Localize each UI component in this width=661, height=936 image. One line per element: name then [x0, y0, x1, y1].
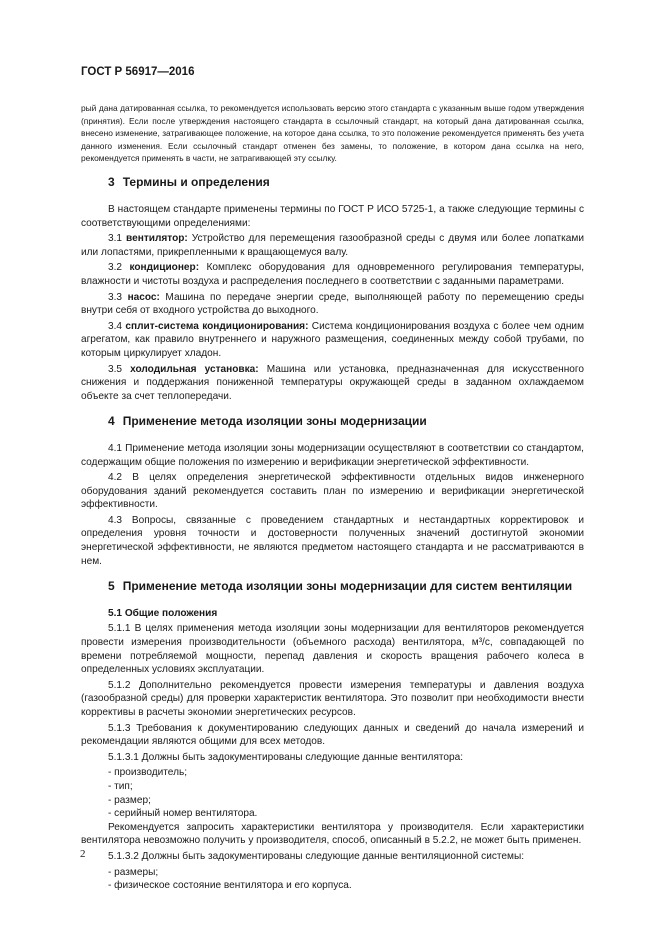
para-5-1-3: 5.1.3 Требования к документированию следующих данных и сведений до начала измерений и рекомендации являются общими для всех методов.	[81, 722, 584, 748]
list-item: - серийный номер вентилятора.	[108, 808, 258, 820]
section-3-heading: 3 Термины и определения	[108, 175, 270, 190]
para-4-1: 4.1 Применение метода изоляции зоны модернизации осуществляют в соответствии со стандартом, содержащим общие положения по измерению и верификации энергетической эффективности.	[81, 442, 584, 468]
section-3-intro: В настоящем стандарте применены термины по ГОСТ Р ИСО 5725-1, а также следующие термины с соответствующими определениями:	[81, 204, 584, 229]
term-3-2: 3.2 кондиционер: Комплекс оборудования для одновременного регулирования температуры, влажности и чистоты воздуха и распределения последнего в соответствии с заданными параметрами.	[81, 262, 585, 287]
term-3-4: 3.4 сплит-система кондиционирования: Система кондиционирования воздуха с более чем одним агрегатом, как правило внутреннего и наружного размещения, соединенных между собой трубами, по которым циркулирует хладон.	[81, 320, 585, 359]
section-4-heading: 4 Применение метода изоляции зоны модернизации	[108, 414, 427, 429]
para-5-1-1: 5.1.1 В целях применения метода изоляции зоны модернизации для вентиляторов рекомендуется провести измерения производительности (объемного расхода) вентилятора, м³/с, совпадающей по времени потребляемой мощности, перепад давления и скорость вращения рабочего колеса в определенных условиях эксплуатации.	[81, 623, 584, 676]
para-4-2: 4.2 В целях определения энергетической эффективности отдельных видов инженерного оборудования зданий рекомендуется составить план по измерению и верификации энергетической эффективности.	[81, 472, 584, 511]
list-item: - производитель;	[108, 767, 188, 779]
list-item: - тип;	[108, 780, 133, 792]
list-item: - размеры;	[108, 866, 159, 878]
document-header: ГОСТ Р 56917—2016	[81, 66, 195, 78]
recommendation-para: Рекомендуется запросить характеристики вентилятора у производителя. Если характеристики вентилятора невозможно получить у производителя, способ, описанный в 5.2.2, не может быть применен.	[81, 821, 584, 847]
para-4-3: 4.3 Вопросы, связанные с проведением стандартных и нестандартных корректировок и определения уровня точности и достоверности полученных значений достигнутой экономии энергетической эффективности, не являются предметом настоящего стандарта и не рассматриваются в нем.	[81, 514, 584, 567]
para-5-1-2: 5.1.2 Дополнительно рекомендуется провести измерения температуры и давления воздуха (газообразной среды) для проверки характеристик вентилятора. Это позволит при необходимости внести коррективы в расчеты экономии энергетических ресурсов.	[81, 679, 584, 719]
list-item: - физическое состояние вентилятора и его корпуса.	[108, 880, 352, 892]
section-5-heading: 5 Применение метода изоляции зоны модернизации для систем вентиляции	[108, 579, 573, 594]
top-note: рый дана датированная ссылка, то рекомендуется использовать версию этого стандарта с указанным выше годом утверждения (принятия). Если после утверждения настоящего стандарта в ссылочный стандарт, на который дана датированная ссылка, внесено изменение, затрагивающее положение, на которое дана ссылка, то это положение рекомендуется применять без учета данного изменения. Если ссылочный стандарт отменен без замены, то положение, в котором дана ссылка на него, рекомендуется применять в части, не затрагивающей эту ссылку.	[81, 103, 584, 164]
document-body	[81, 94, 584, 893]
page-number: 2	[80, 848, 86, 860]
term-3-3: 3.3 насос: Машина по передаче энергии среде, выполняющей работу по перемещению среды внутри себя от входного устройства до выходного.	[81, 291, 584, 317]
para-5-1-3-2: 5.1.3.2 Должны быть задокументированы следующие данные вентиляционной системы:	[108, 850, 524, 862]
term-3-1: 3.1 вентилятор: Устройство для перемещения газообразной среды с двумя или более лопатками или лопастями, прикрепленными к вращающемуся валу.	[81, 233, 584, 258]
list-item: - размер;	[108, 794, 151, 806]
para-5-1-3-1: 5.1.3.1 Должны быть задокументированы следующие данные вентилятора:	[108, 751, 464, 763]
term-3-5: 3.5 холодильная установка: Машина или установка, предназначенная для искусственного снижения и поддержания пониженной температуры окружающей среды в заданном охлаждаемом объекте за счет теплопередачи.	[81, 363, 584, 402]
subsection-5-1-heading: 5.1 Общие положения	[108, 607, 218, 619]
